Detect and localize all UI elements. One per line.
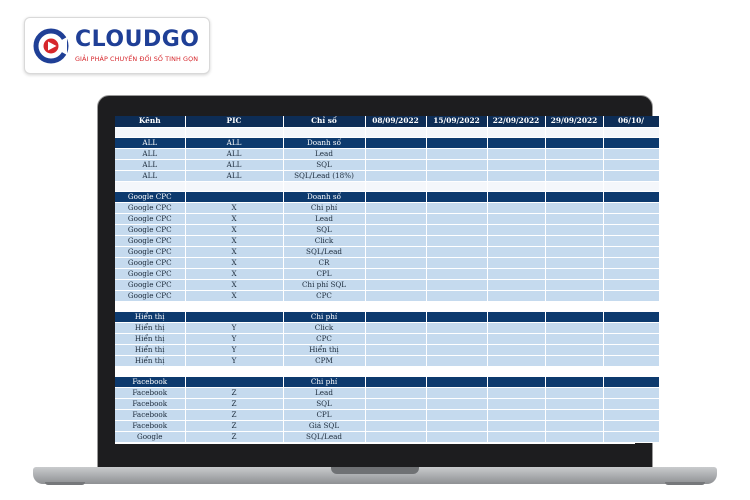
cell-value[interactable] [603,311,659,322]
cell-value[interactable] [545,322,603,333]
column-header-chi-so[interactable]: Chỉ số [283,116,365,127]
cell-kenh[interactable]: ALL [115,137,185,148]
cell-value[interactable] [426,322,487,333]
cell-value[interactable] [603,170,659,181]
cell-value[interactable] [603,235,659,246]
spacer-cell [426,127,487,137]
cell-value[interactable] [365,246,426,257]
spacer-cell [426,301,487,311]
cell-kenh[interactable]: Google CPC [115,191,185,202]
cell-pic[interactable]: X [185,202,283,213]
cell-value[interactable] [487,376,545,387]
cell-value[interactable] [545,279,603,290]
table-row [115,355,659,366]
table-row [115,409,659,420]
table-row [115,224,659,235]
brand-tagline: GIẢI PHÁP CHUYỂN ĐỔI SỐ TINH GỌN [75,55,199,63]
cell-chi-so[interactable]: Click [283,322,365,333]
cell-kenh[interactable]: Hiển thị [115,344,185,355]
cell-value[interactable] [487,148,545,159]
cell-value[interactable] [487,170,545,181]
cell-value[interactable] [545,431,603,442]
spacer-row [115,127,659,137]
cell-value[interactable] [487,159,545,170]
cell-value[interactable] [487,268,545,279]
cell-value[interactable] [426,420,487,431]
cell-pic[interactable]: ALL [185,170,283,181]
cell-chi-so[interactable]: SQL [283,398,365,409]
cloudgo-logo-icon [33,28,69,64]
spacer-cell [115,181,185,191]
cell-pic[interactable]: ALL [185,148,283,159]
cell-value[interactable] [545,235,603,246]
cell-value[interactable] [545,191,603,202]
cell-chi-so[interactable]: CPC [283,290,365,301]
cell-value[interactable] [426,159,487,170]
table-row [115,170,659,181]
column-header-date-5[interactable]: 06/10/ [603,116,659,127]
cell-value[interactable] [487,290,545,301]
laptop-foot [665,482,705,485]
cell-value[interactable] [365,387,426,398]
spacer-cell [115,366,185,376]
cell-value[interactable] [426,355,487,366]
header-row [115,116,659,127]
cell-kenh[interactable]: Google CPC [115,268,185,279]
cell-value[interactable] [365,398,426,409]
table-row [115,290,659,301]
cell-chi-so[interactable]: Doanh số [283,191,365,202]
cell-value[interactable] [603,257,659,268]
cell-value[interactable] [545,311,603,322]
cell-value[interactable] [487,235,545,246]
cell-value[interactable] [603,159,659,170]
spacer-cell [365,301,426,311]
cell-value[interactable] [426,398,487,409]
cell-chi-so[interactable]: Chi phí [283,202,365,213]
spacer-cell [603,366,659,376]
cell-pic[interactable]: ALL [185,137,283,148]
cell-value[interactable] [545,159,603,170]
cell-value[interactable] [603,431,659,442]
cell-value[interactable] [545,355,603,366]
cell-chi-so[interactable]: CPC [283,333,365,344]
cell-value[interactable] [426,137,487,148]
cell-value[interactable] [487,355,545,366]
cell-value[interactable] [426,311,487,322]
cell-kenh[interactable]: Google [115,431,185,442]
cell-pic[interactable]: X [185,257,283,268]
cell-value[interactable] [426,235,487,246]
table-row [115,246,659,257]
cell-chi-so[interactable]: Click [283,235,365,246]
cell-value[interactable] [365,355,426,366]
cell-chi-so[interactable]: SQL [283,159,365,170]
cell-value[interactable] [426,191,487,202]
cell-kenh[interactable]: Facebook [115,387,185,398]
cell-value[interactable] [365,137,426,148]
cell-pic[interactable]: Z [185,387,283,398]
cell-value[interactable] [426,170,487,181]
cell-value[interactable] [426,431,487,442]
cell-chi-so[interactable]: Chi phí SQL [283,279,365,290]
cell-value[interactable] [603,322,659,333]
cell-value[interactable] [545,333,603,344]
cell-value[interactable] [365,311,426,322]
cell-pic[interactable]: ALL [185,159,283,170]
cell-value[interactable] [365,148,426,159]
cell-value[interactable] [603,398,659,409]
cell-pic[interactable]: Z [185,398,283,409]
spacer-row [115,301,659,311]
table-row [115,257,659,268]
cell-value[interactable] [603,355,659,366]
cell-value[interactable] [545,202,603,213]
spacer-row [115,366,659,376]
cell-kenh[interactable]: ALL [115,148,185,159]
cell-value[interactable] [545,257,603,268]
cell-pic[interactable]: X [185,279,283,290]
cell-pic[interactable]: Y [185,355,283,366]
cell-value[interactable] [426,257,487,268]
table-row [115,148,659,159]
cell-chi-so[interactable]: Lead [283,148,365,159]
cell-value[interactable] [426,202,487,213]
cell-value[interactable] [365,159,426,170]
cell-value[interactable] [487,137,545,148]
cell-value[interactable] [426,376,487,387]
brand-name: CLOUDGO [75,27,200,52]
cell-kenh[interactable]: Hiển thị [115,333,185,344]
spacer-cell [185,127,283,137]
laptop-foot [45,482,85,485]
cell-value[interactable] [487,387,545,398]
cell-kenh[interactable]: Facebook [115,376,185,387]
cell-kenh[interactable]: ALL [115,170,185,181]
cell-kenh[interactable]: Hiển thị [115,311,185,322]
cell-value[interactable] [603,387,659,398]
cell-kenh[interactable]: Google CPC [115,290,185,301]
cell-value[interactable] [487,224,545,235]
cell-pic[interactable]: X [185,290,283,301]
cell-chi-so[interactable]: Chi phí [283,311,365,322]
cell-chi-so[interactable]: CPL [283,268,365,279]
cell-value[interactable] [545,409,603,420]
cell-kenh[interactable]: Google CPC [115,257,185,268]
spacer-cell [283,181,365,191]
column-header-date-1[interactable]: 08/09/2022 [365,116,426,127]
cell-value[interactable] [545,387,603,398]
cell-kenh[interactable]: Google CPC [115,224,185,235]
column-header-date-2[interactable]: 15/09/2022 [426,116,487,127]
cell-value[interactable] [487,257,545,268]
cell-value[interactable] [426,268,487,279]
cell-kenh[interactable]: Hiển thị [115,322,185,333]
spacer-cell [365,366,426,376]
cell-chi-so[interactable]: Lead [283,213,365,224]
spacer-cell [365,127,426,137]
cell-chi-so[interactable]: CR [283,257,365,268]
cell-value[interactable] [603,420,659,431]
cell-value[interactable] [545,148,603,159]
cell-value[interactable] [487,420,545,431]
cell-pic[interactable]: Z [185,431,283,442]
spacer-cell [283,301,365,311]
cell-value[interactable] [365,431,426,442]
cell-value[interactable] [545,290,603,301]
cell-value[interactable] [603,224,659,235]
cell-kenh[interactable]: Hiển thị [115,355,185,366]
cell-pic[interactable]: Z [185,420,283,431]
cell-pic[interactable]: Z [185,409,283,420]
cell-kenh[interactable]: Google CPC [115,202,185,213]
cell-value[interactable] [603,137,659,148]
cell-value[interactable] [487,213,545,224]
table-row [115,202,659,213]
cell-kenh[interactable]: Facebook [115,398,185,409]
spacer-cell [426,366,487,376]
table-row [115,191,659,202]
cell-value[interactable] [487,191,545,202]
cell-value[interactable] [545,246,603,257]
cell-pic[interactable]: Y [185,322,283,333]
cell-value[interactable] [545,344,603,355]
cell-value[interactable] [603,191,659,202]
spacer-cell [185,301,283,311]
cell-value[interactable] [365,224,426,235]
cell-kenh[interactable]: Google CPC [115,279,185,290]
cell-value[interactable] [603,246,659,257]
cell-chi-so[interactable]: SQL/Lead [283,246,365,257]
table-row [115,376,659,387]
column-header-date-3[interactable]: 22/09/2022 [487,116,545,127]
table-row [115,322,659,333]
cell-chi-so[interactable]: Giá SQL [283,420,365,431]
column-header-date-4[interactable]: 29/09/2022 [545,116,603,127]
cell-chi-so[interactable]: Lead [283,387,365,398]
cell-value[interactable] [426,148,487,159]
cell-kenh[interactable]: Google CPC [115,235,185,246]
cell-value[interactable] [426,290,487,301]
table-row [115,235,659,246]
spreadsheet-screen [115,116,644,444]
spacer-cell [487,301,545,311]
cell-value[interactable] [426,279,487,290]
cell-value[interactable] [426,409,487,420]
cell-value[interactable] [603,202,659,213]
table-row [115,431,659,442]
cell-chi-so[interactable]: SQL/Lead (18%) [283,170,365,181]
cell-value[interactable] [365,268,426,279]
cell-value[interactable] [545,213,603,224]
cell-value[interactable] [487,246,545,257]
table-row [115,420,659,431]
cell-value[interactable] [545,137,603,148]
cell-chi-so[interactable]: Chi phí [283,376,365,387]
spacer-cell [487,127,545,137]
laptop-notch [331,467,419,474]
spacer-cell [283,366,365,376]
spacer-cell [545,301,603,311]
table-row [115,279,659,290]
cell-kenh[interactable]: Facebook [115,409,185,420]
cell-chi-so[interactable]: CPL [283,409,365,420]
cell-value[interactable] [603,333,659,344]
cell-value[interactable] [365,409,426,420]
cell-chi-so[interactable]: SQL/Lead [283,431,365,442]
cell-value[interactable] [426,246,487,257]
cell-pic[interactable]: Y [185,333,283,344]
cell-value[interactable] [603,279,659,290]
table-row [115,159,659,170]
table-row [115,137,659,148]
cell-pic[interactable]: X [185,268,283,279]
kpi-spreadsheet [115,116,660,443]
cell-value[interactable] [426,213,487,224]
cell-value[interactable] [487,333,545,344]
cell-value[interactable] [365,202,426,213]
cell-value[interactable] [487,409,545,420]
cell-pic[interactable]: X [185,246,283,257]
cell-value[interactable] [603,268,659,279]
table-row [115,387,659,398]
cell-value[interactable] [365,322,426,333]
spacer-cell [365,181,426,191]
cell-value[interactable] [365,213,426,224]
table-row [115,344,659,355]
cell-value[interactable] [487,202,545,213]
cell-value[interactable] [426,344,487,355]
cell-pic[interactable]: Y [185,344,283,355]
spacer-cell [545,181,603,191]
cell-value[interactable] [365,191,426,202]
cell-kenh[interactable]: Google CPC [115,246,185,257]
cell-value[interactable] [365,170,426,181]
column-header-kenh[interactable]: Kênh [115,116,185,127]
spacer-cell [426,181,487,191]
cell-chi-so[interactable]: Doanh số [283,137,365,148]
spacer-cell [603,301,659,311]
cell-value[interactable] [426,333,487,344]
cell-value[interactable] [426,387,487,398]
cell-value[interactable] [365,420,426,431]
spacer-cell [545,366,603,376]
cell-value[interactable] [603,213,659,224]
cell-value[interactable] [487,344,545,355]
brand-logo-card [24,17,210,74]
cell-value[interactable] [487,311,545,322]
spacer-row [115,181,659,191]
cell-value[interactable] [545,224,603,235]
cell-value[interactable] [365,257,426,268]
cell-pic[interactable] [185,311,283,322]
cell-value[interactable] [487,322,545,333]
cell-value[interactable] [365,290,426,301]
cell-value[interactable] [365,279,426,290]
cell-value[interactable] [487,398,545,409]
cell-kenh[interactable]: ALL [115,159,185,170]
table-row [115,333,659,344]
cell-chi-so[interactable]: Hiển thị [283,344,365,355]
spacer-cell [283,127,365,137]
table-row [115,311,659,322]
spacer-cell [115,301,185,311]
cell-value[interactable] [545,376,603,387]
cell-pic[interactable] [185,376,283,387]
cell-kenh[interactable]: Facebook [115,420,185,431]
cell-value[interactable] [426,224,487,235]
spacer-cell [545,127,603,137]
cell-pic[interactable]: X [185,224,283,235]
cell-pic[interactable]: X [185,213,283,224]
spacer-cell [185,366,283,376]
cell-value[interactable] [545,170,603,181]
spacer-cell [487,181,545,191]
cell-chi-so[interactable]: CPM [283,355,365,366]
cell-value[interactable] [545,398,603,409]
table-row [115,213,659,224]
column-header-pic[interactable]: PIC [185,116,283,127]
cell-value[interactable] [365,376,426,387]
cell-value[interactable] [603,376,659,387]
cell-chi-so[interactable]: SQL [283,224,365,235]
cell-pic[interactable] [185,191,283,202]
spacer-cell [603,127,659,137]
cell-value[interactable] [603,344,659,355]
cell-value[interactable] [365,235,426,246]
sheet-body [115,127,659,442]
cell-kenh[interactable]: Google CPC [115,213,185,224]
cell-value[interactable] [545,268,603,279]
cell-value[interactable] [545,420,603,431]
table-row [115,268,659,279]
cell-value[interactable] [603,409,659,420]
cell-value[interactable] [487,431,545,442]
cell-value[interactable] [603,148,659,159]
cell-pic[interactable]: X [185,235,283,246]
cell-value[interactable] [603,290,659,301]
table-row [115,398,659,409]
spacer-cell [487,366,545,376]
cell-value[interactable] [365,333,426,344]
spacer-cell [185,181,283,191]
cell-value[interactable] [487,279,545,290]
spacer-cell [115,127,185,137]
cell-value[interactable] [365,344,426,355]
spacer-cell [603,181,659,191]
